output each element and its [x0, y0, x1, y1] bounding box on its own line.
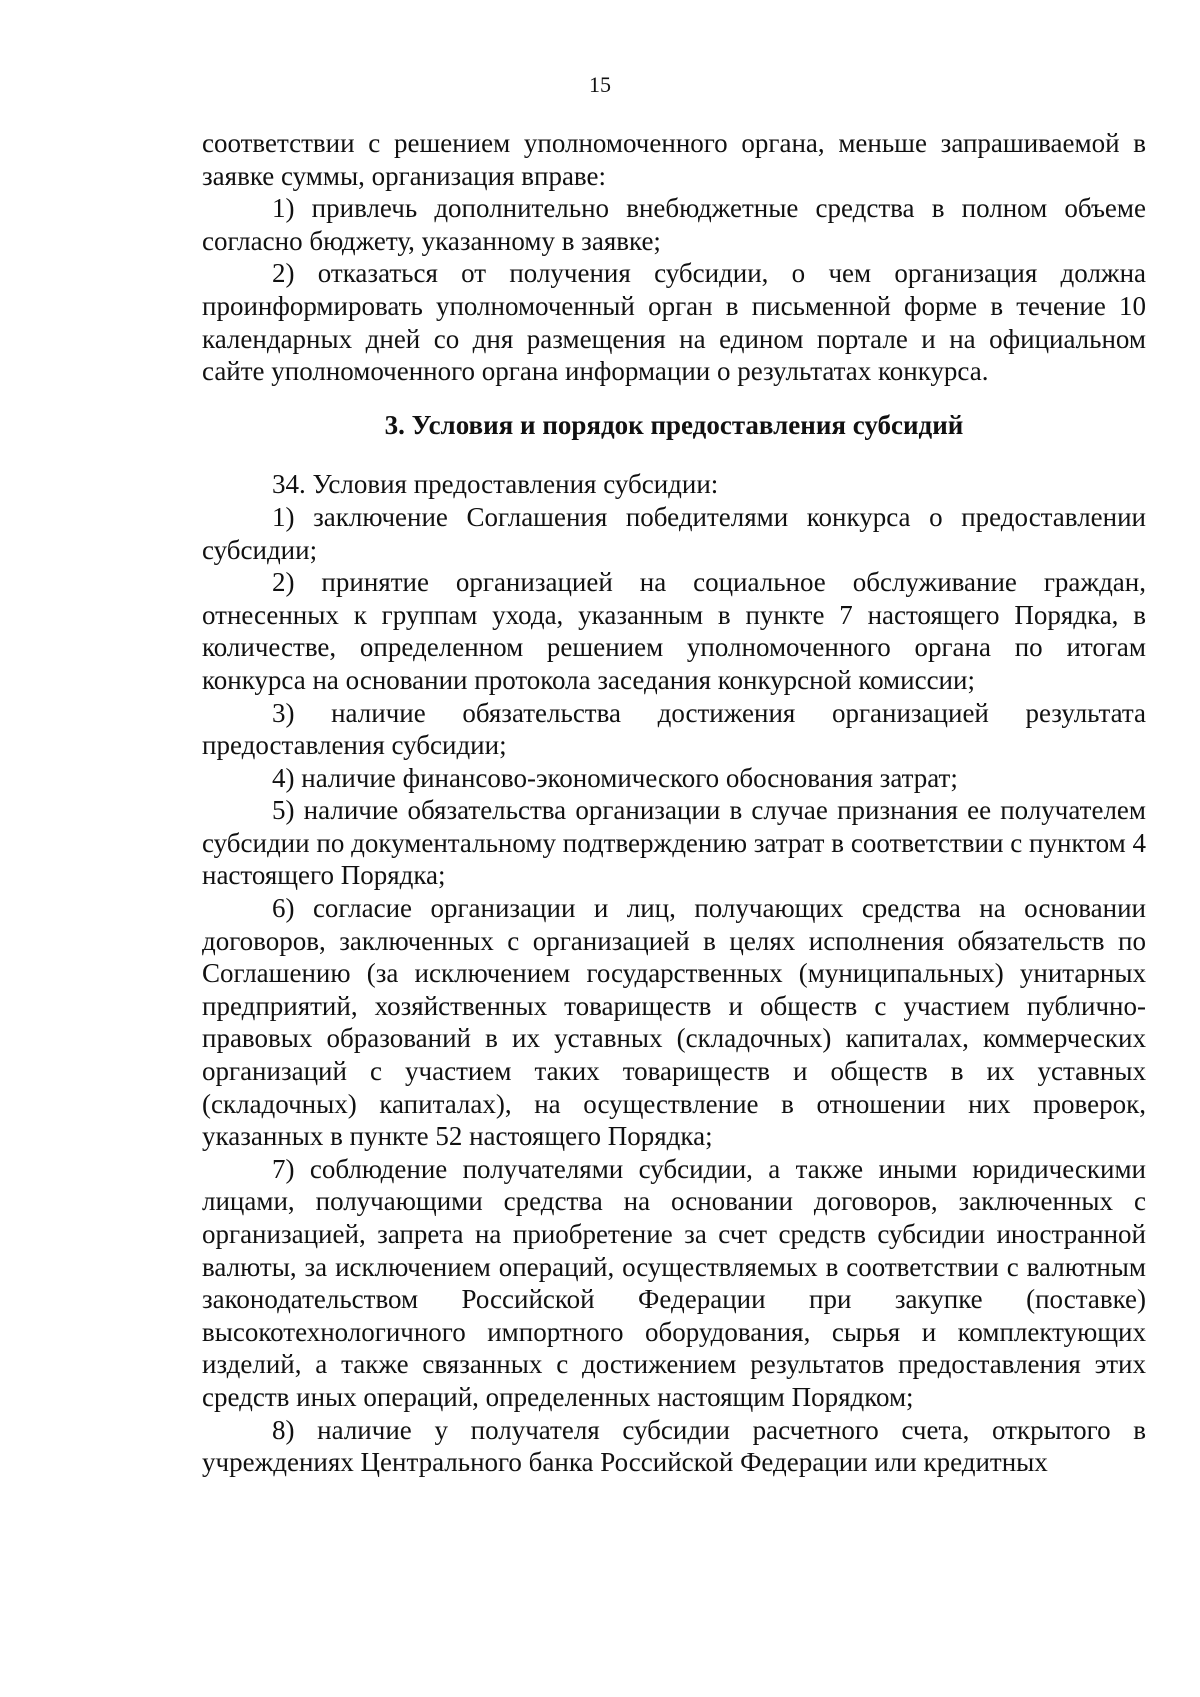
condition-item-5: 5) наличие обязательства организации в случае признания ее получателем субсидии по документальному подтверждению затрат в соответствии с пунктом 4 настоящего Порядка; — [202, 795, 1146, 891]
document-body — [202, 127, 1146, 1479]
clause-34-title: 34. Условия предоставления субсидии: — [272, 469, 719, 500]
list-item-1: 1) привлечь дополнительно внебюджетные средства в полном объеме согласно бюджету, указанному в заявке; — [202, 193, 1146, 256]
list-item-2: 2) отказаться от получения субсидии, о чем организация должна проинформировать уполномоченный орган в письменной форме в течение 10 календарных дней со дня размещения на едином портале и на официальном сайте уполномоченного органа информации о результатах конкурса. — [202, 258, 1146, 387]
section-heading: 3. Условия и порядок предоставления субсидий — [384, 409, 964, 440]
condition-item-7: 7) соблюдение получателями субсидии, а также иными юридическими лицами, получающими средства на основании договоров, заключенных с организацией, запрета на приобретение за счет средств субсидии иностранной валюты, за исключением операций, осуществляемых в соответствии с валютным законодательством Российской Федерации при закупке (поставке) высокотехнологичного импортного оборудования, сырья и комплектующих изделий, а также связанных с достижением результатов предоставления этих средств иных операций, определенных настоящим Порядком; — [202, 1153, 1146, 1412]
paragraph-continuation: соответствии с решением уполномоченного органа, меньше запрашиваемой в заявке суммы, организация вправе: — [202, 128, 1146, 191]
condition-item-8: 8) наличие у получателя субсидии расчетного счета, открытого в учреждениях Центрального банка Российской Федерации или кредитных — [202, 1414, 1146, 1478]
condition-item-2: 2) принятие организацией на социальное обслуживание граждан, отнесенных к группам ухода, указанным в пункте 7 настоящего Порядка, в количестве, определенном решением уполномоченного органа по итогам конкурса на основании протокола заседания конкурсной комиссии; — [202, 567, 1146, 695]
page-number: 15 — [589, 72, 611, 97]
condition-item-3: 3) наличие обязательства достижения организацией результата предоставления субсидии; — [202, 697, 1146, 761]
condition-item-1: 1) заключение Соглашения победителями конкурса о предоставлении субсидии; — [202, 501, 1146, 565]
condition-item-6: 6) согласие организации и лиц, получающих средства на основании договоров, заключенных с организацией в целях исполнения обязательств по Соглашению (за исключением государственных (муниципальных) унитарных предприятий, хозяйственных товариществ и обществ с участием публично-правовых образований в их уставных (складочных) капиталах, коммерческих организаций с участием таких товариществ и обществ в их уставных (складочных) капиталах), на осуществление в отношении них проверок, указанных в пункте 52 настоящего Порядка; — [202, 893, 1146, 1152]
condition-item-4: 4) наличие финансово-экономического обоснования затрат; — [272, 762, 958, 793]
